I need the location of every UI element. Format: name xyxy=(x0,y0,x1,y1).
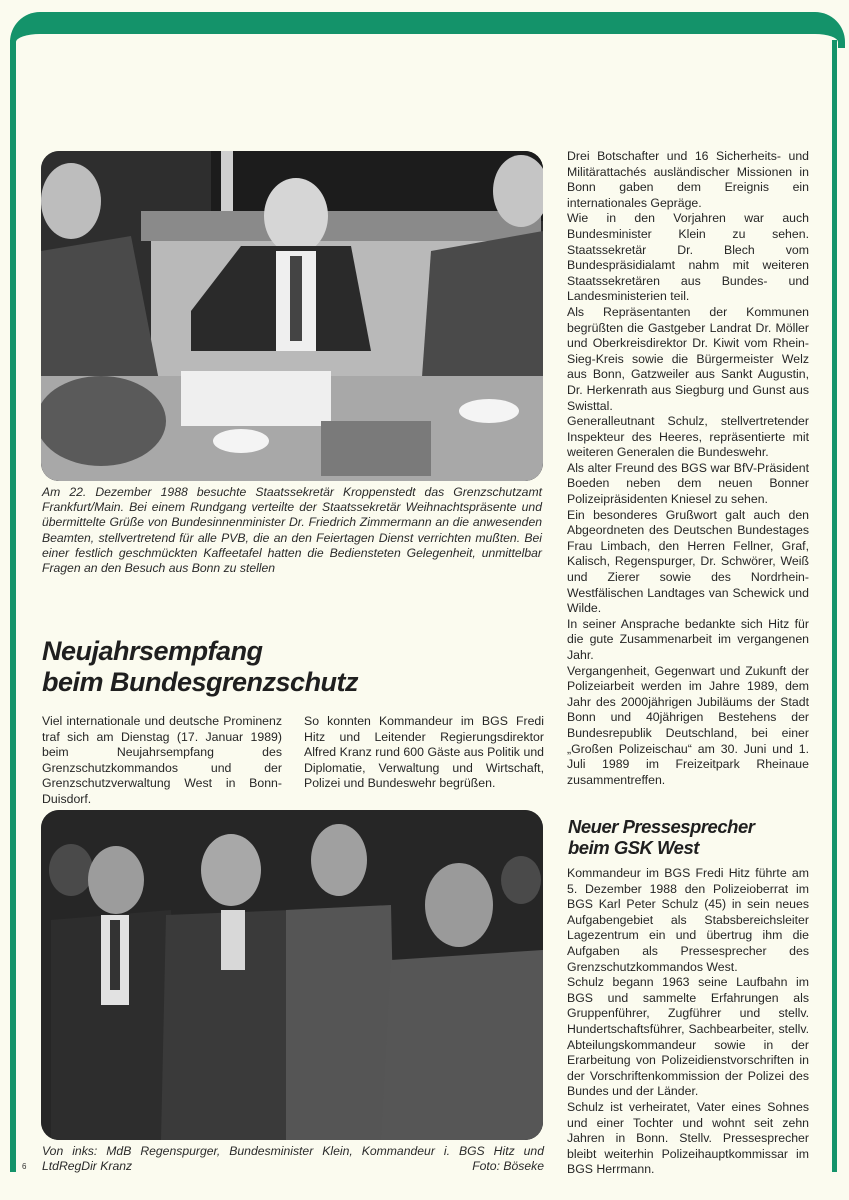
photo2-caption-text: Von inks: MdB Regenspurger, Bundesminister Klein, Kommandeur i. BGS Hitz und LtdRegDir Kranz xyxy=(42,1144,544,1174)
photo1-caption: Am 22. Dezember 1988 besuchte Staatssekretär Kroppenstedt das Grenzschutzamt Frankfurt/Main. Bei einem Rundgang verteilte der Staatssekretär Weihnachtspräsente und übermittelte Grüße von Bundesinnenminister Dr. Friedrich Zimmermann an die anwesenden Beamten, stellvertretend für alle PVB, die an den Feiertagen Dienst verrichten mußten. Bei einer festlich geschmückten Kaffeetafel hatten die Bediensteten Gelegenheit, unmittelbar Fragen an den Besuch aus Bonn zu stellen xyxy=(42,485,542,576)
paragraph: Wie in den Vorjahren war auch Bundesminister Klein zu sehen. Staatssekretär Dr. Blech vom Bundespräsidialamt nahm mit weiteren Staatssekretären aus Bundes- und Landesministerien teil. xyxy=(567,211,809,304)
article1-column1: Viel internationale und deutsche Prominenz traf sich am Dienstag (17. Januar 1989) beim Neujahrsempfang des Grenzschutzkommandos und der Grenzschutzverwaltung West in Bonn-Duisdorf. xyxy=(42,714,282,806)
paragraph: Drei Botschafter und 16 Sicherheits- und Militärattachés ausländischer Missionen in Bonn gaben dem Ereignis ein internationales Gepräge. xyxy=(567,149,809,210)
article1-column2: So konnten Kommandeur im BGS Fredi Hitz und Leitender Regierungsdirektor Alfred Kranz rund 600 Gäste aus Politik und Diplomatie, Verwaltung und Wirtschaft, Polizei und Bundeswehr begrüßen. xyxy=(304,714,544,791)
article1-headline xyxy=(42,636,358,698)
paragraph: Vergangenheit, Gegenwart und Zukunft der Polizeiarbeit werden im Jahre 1989, dem Jahr des 2000jährigen Jubiläums der Stadt Bonn und 40jährigen Bestehens der Bundesrepublik Deutschland, bei einer „Großen Polizeischau“ am 30. Juni und 1. Juli 1989 im Freizeitpark Rheinaue zusammentreffen. xyxy=(567,663,809,787)
article1-column3 xyxy=(567,149,809,788)
paragraph: In seiner Ansprache bedankte sich Hitz für die gute Zusammenarbeit im vergangenen Jahr. xyxy=(567,616,809,662)
paragraph: Schulz ist verheiratet, Vater eines Sohnes und einer Tochter und wohnt seit zehn Jahren in Bonn. Stellv. Pressesprecher bleibt weiterhin Polizeihauptkommissar im BGS Herrmann. xyxy=(567,1099,809,1177)
paragraph: Schulz begann 1963 seine Laufbahn im BGS und sammelte Erfahrungen als Gruppenführer, Zugführer und stellv. Hundertschaftsführer, Sachbearbeiter, stellv. Abteilungskommandeur sowie in der Erarbeitung von Polizeidienstvorschriften in der Vorschriftenkommission der Polizei des Bundes und der Länder. xyxy=(567,975,809,1099)
green-frame-right xyxy=(832,40,837,1172)
paragraph: Kommandeur im BGS Fredi Hitz führte am 5. Dezember 1988 den Polizeioberrat im BGS Karl Peter Schulz (45) in sein neues Aufgabengebiet als Stabsbereichsleiter Lagezentrum ein und übertrug ihm die Aufgaben als Pressesprecher des Grenzschutzkommandos West. xyxy=(567,866,809,974)
paragraph: Als Repräsentanten der Kommunen begrüßten die Gastgeber Landrat Dr. Möller und Oberkreisdirektor Dr. Kiwit vom Rhein-Sieg-Kreis sowie die Bürgermeister Welz aus Bonn, Gatzweiler aus Sankt Augustin, Dr. Herkenrath aus Siegburg und Gunst aus Swisttal. xyxy=(567,304,809,413)
article2-headline-line2: beim GSK West xyxy=(568,837,699,858)
green-frame-left xyxy=(10,40,16,1172)
paragraph: Generalleutnant Schulz, stellvertretender Inspekteur des Heeres, repräsentierte mit weiteren Generalen die Bundeswehr. xyxy=(567,414,809,460)
article2-body xyxy=(567,866,809,1178)
photo-signing-ceremony xyxy=(41,151,543,481)
photo2-caption xyxy=(42,1144,544,1174)
article1-headline-line2: beim Bundesgrenzschutz xyxy=(42,667,359,697)
paragraph: Ein besonderes Grußwort galt auch den Abgeordneten des Deutschen Bundestages Frau Limbach, den Herren Fellner, Graf, Kalisch, Regenspurger, Dr. Schwörer, Weiß und Zierer sowie des Nordrhein-Westfälischen Landtages van Schewick und Wilde. xyxy=(567,507,809,616)
article2-headline xyxy=(568,816,754,858)
page-number: 6 xyxy=(22,1162,27,1171)
green-frame-top xyxy=(10,12,845,48)
photo-group-portrait xyxy=(41,810,543,1140)
article2-headline-line1: Neuer Pressesprecher xyxy=(568,816,755,837)
article1-headline-line1: Neujahrsempfang xyxy=(42,636,263,666)
paragraph: Als alter Freund des BGS war BfV-Präsident Boeden neben dem neuen Bonner Polizeipräsidenten Kniesel zu sehen. xyxy=(567,460,809,507)
photo-credit: Foto: Böseke xyxy=(472,1159,544,1174)
